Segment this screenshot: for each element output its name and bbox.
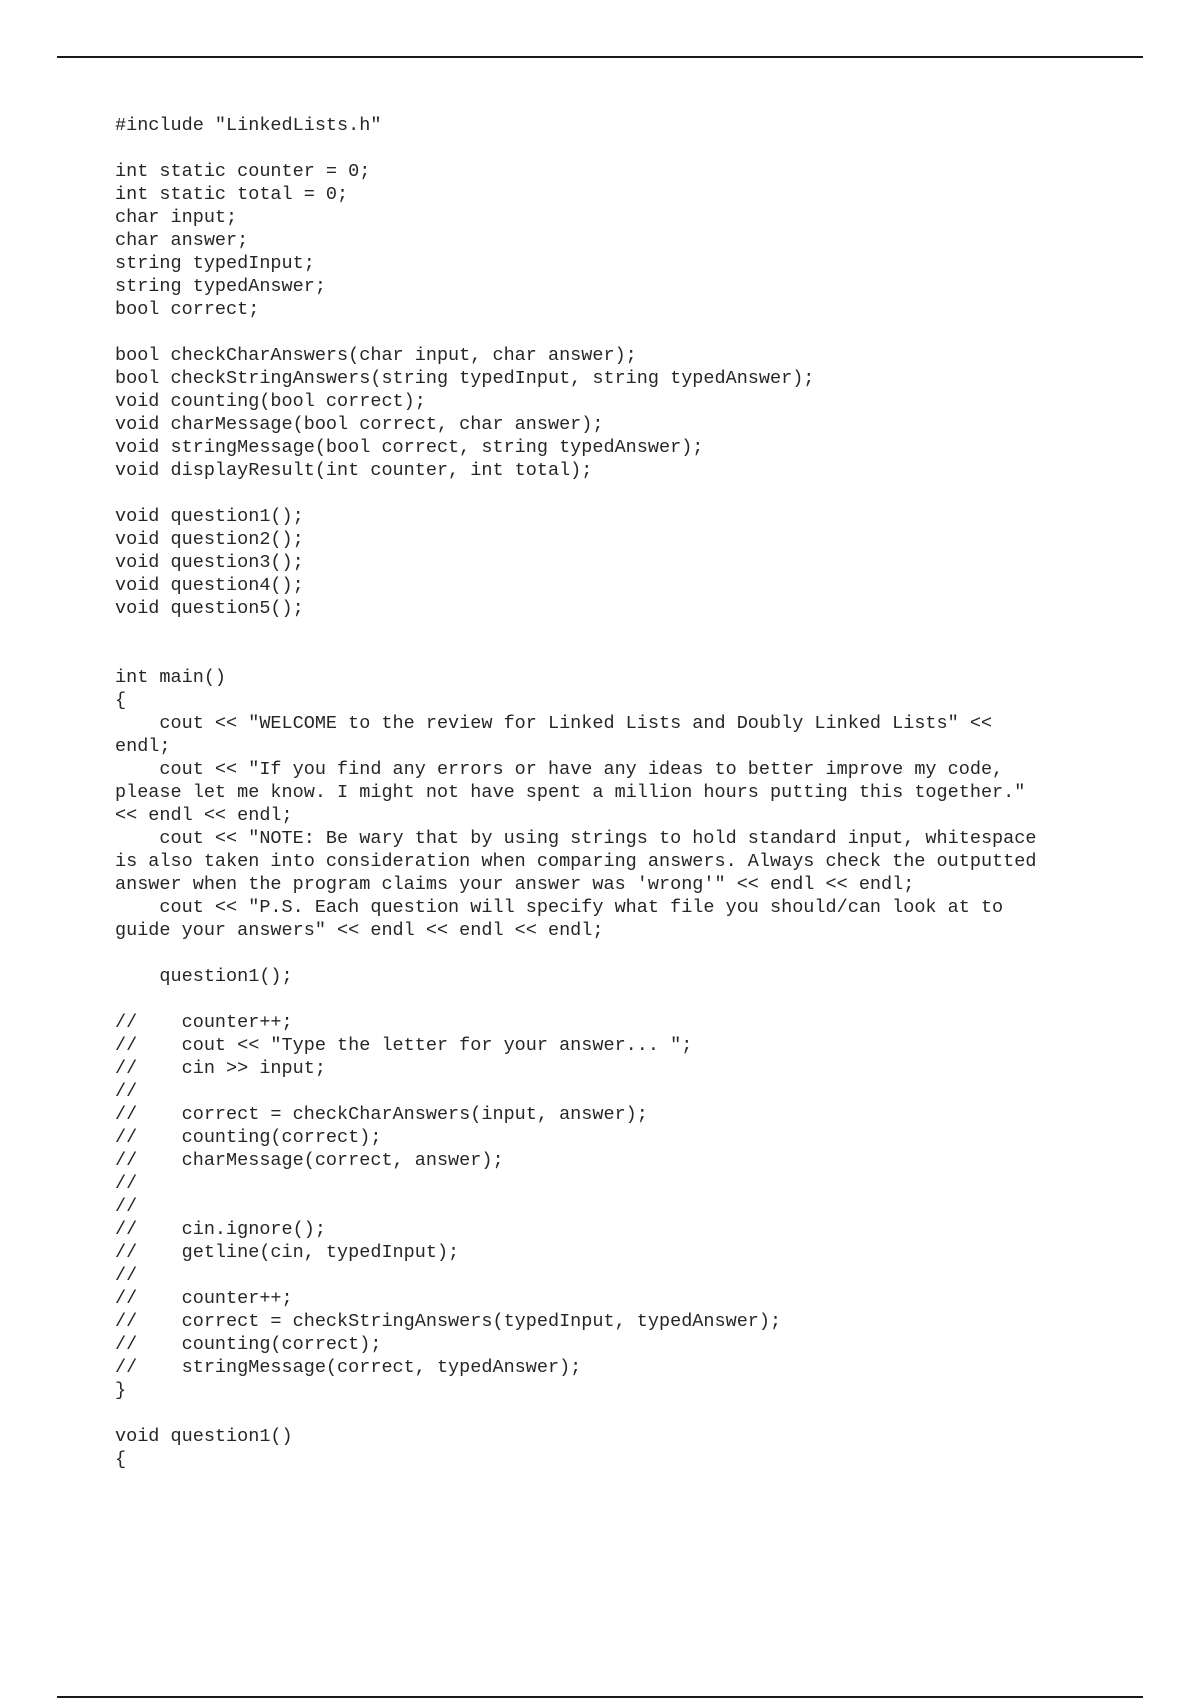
code-line: char answer;	[115, 230, 249, 251]
code-line: // counter++;	[115, 1288, 293, 1309]
code-line: // cout << "Type the letter for your answer... ";	[115, 1035, 693, 1056]
code-line: cout << "WELCOME to the review for Linked Lists and Doubly Linked Lists" <<	[115, 713, 993, 734]
code-line	[115, 988, 1135, 1011]
bottom-rule	[57, 1696, 1143, 1698]
code-line: bool checkStringAnswers(string typedInput, string typedAnswer);	[115, 368, 815, 389]
code-line: void question2();	[115, 529, 304, 550]
code-line	[115, 137, 1135, 160]
code-line: guide your answers" << endl << endl << endl;	[115, 920, 604, 941]
code-line: cout << "If you find any errors or have any ideas to better improve my code,	[115, 759, 1004, 780]
code-line: // correct = checkStringAnswers(typedInput, typedAnswer);	[115, 1311, 782, 1332]
code-line: bool checkCharAnswers(char input, char answer);	[115, 345, 637, 366]
code-line: void charMessage(bool correct, char answer);	[115, 414, 604, 435]
code-line: // counting(correct);	[115, 1127, 382, 1148]
code-line: endl;	[115, 736, 171, 757]
code-line: void question5();	[115, 598, 304, 619]
code-line: void question4();	[115, 575, 304, 596]
code-line: // stringMessage(correct, typedAnswer);	[115, 1357, 582, 1378]
code-line: {	[115, 1449, 127, 1470]
code-line	[115, 643, 1135, 666]
code-line: void displayResult(int counter, int total);	[115, 460, 593, 481]
code-line: void question1();	[115, 506, 304, 527]
code-line: << endl << endl;	[115, 805, 293, 826]
code-line: int static counter = 0;	[115, 161, 371, 182]
code-line: string typedInput;	[115, 253, 315, 274]
code-line: }	[115, 1380, 127, 1401]
code-listing	[115, 114, 1135, 1471]
code-line: void stringMessage(bool correct, string typedAnswer);	[115, 437, 704, 458]
code-line: // cin >> input;	[115, 1058, 326, 1079]
code-line: bool correct;	[115, 299, 260, 320]
code-line: //	[115, 1173, 138, 1194]
code-line: question1();	[115, 966, 293, 987]
code-line: answer when the program claims your answer was 'wrong'" << endl << endl;	[115, 874, 915, 895]
code-line	[115, 1402, 1135, 1425]
code-line: //	[115, 1081, 138, 1102]
code-line: {	[115, 690, 127, 711]
code-line: // getline(cin, typedInput);	[115, 1242, 460, 1263]
code-line: cout << "NOTE: Be wary that by using strings to hold standard input, whitespace	[115, 828, 1037, 849]
code-line: // counting(correct);	[115, 1334, 382, 1355]
code-line: cout << "P.S. Each question will specify what file you should/can look at to	[115, 897, 1004, 918]
code-line: char input;	[115, 207, 238, 228]
code-line: void question1()	[115, 1426, 293, 1447]
code-line: // charMessage(correct, answer);	[115, 1150, 504, 1171]
code-line: // cin.ignore();	[115, 1219, 326, 1240]
code-line: string typedAnswer;	[115, 276, 326, 297]
code-line	[115, 321, 1135, 344]
top-rule	[57, 56, 1143, 58]
code-line	[115, 620, 1135, 643]
code-line: please let me know. I might not have spent a million hours putting this together."	[115, 782, 1026, 803]
code-line	[115, 942, 1135, 965]
code-line: void question3();	[115, 552, 304, 573]
code-line: int main()	[115, 667, 227, 688]
code-line: is also taken into consideration when comparing answers. Always check the outputted	[115, 851, 1037, 872]
code-line	[115, 482, 1135, 505]
code-line: int static total = 0;	[115, 184, 349, 205]
code-line: void counting(bool correct);	[115, 391, 426, 412]
code-line: // correct = checkCharAnswers(input, answer);	[115, 1104, 648, 1125]
code-line: //	[115, 1265, 138, 1286]
code-line: //	[115, 1196, 138, 1217]
code-line: // counter++;	[115, 1012, 293, 1033]
code-line: #include "LinkedLists.h"	[115, 115, 382, 136]
